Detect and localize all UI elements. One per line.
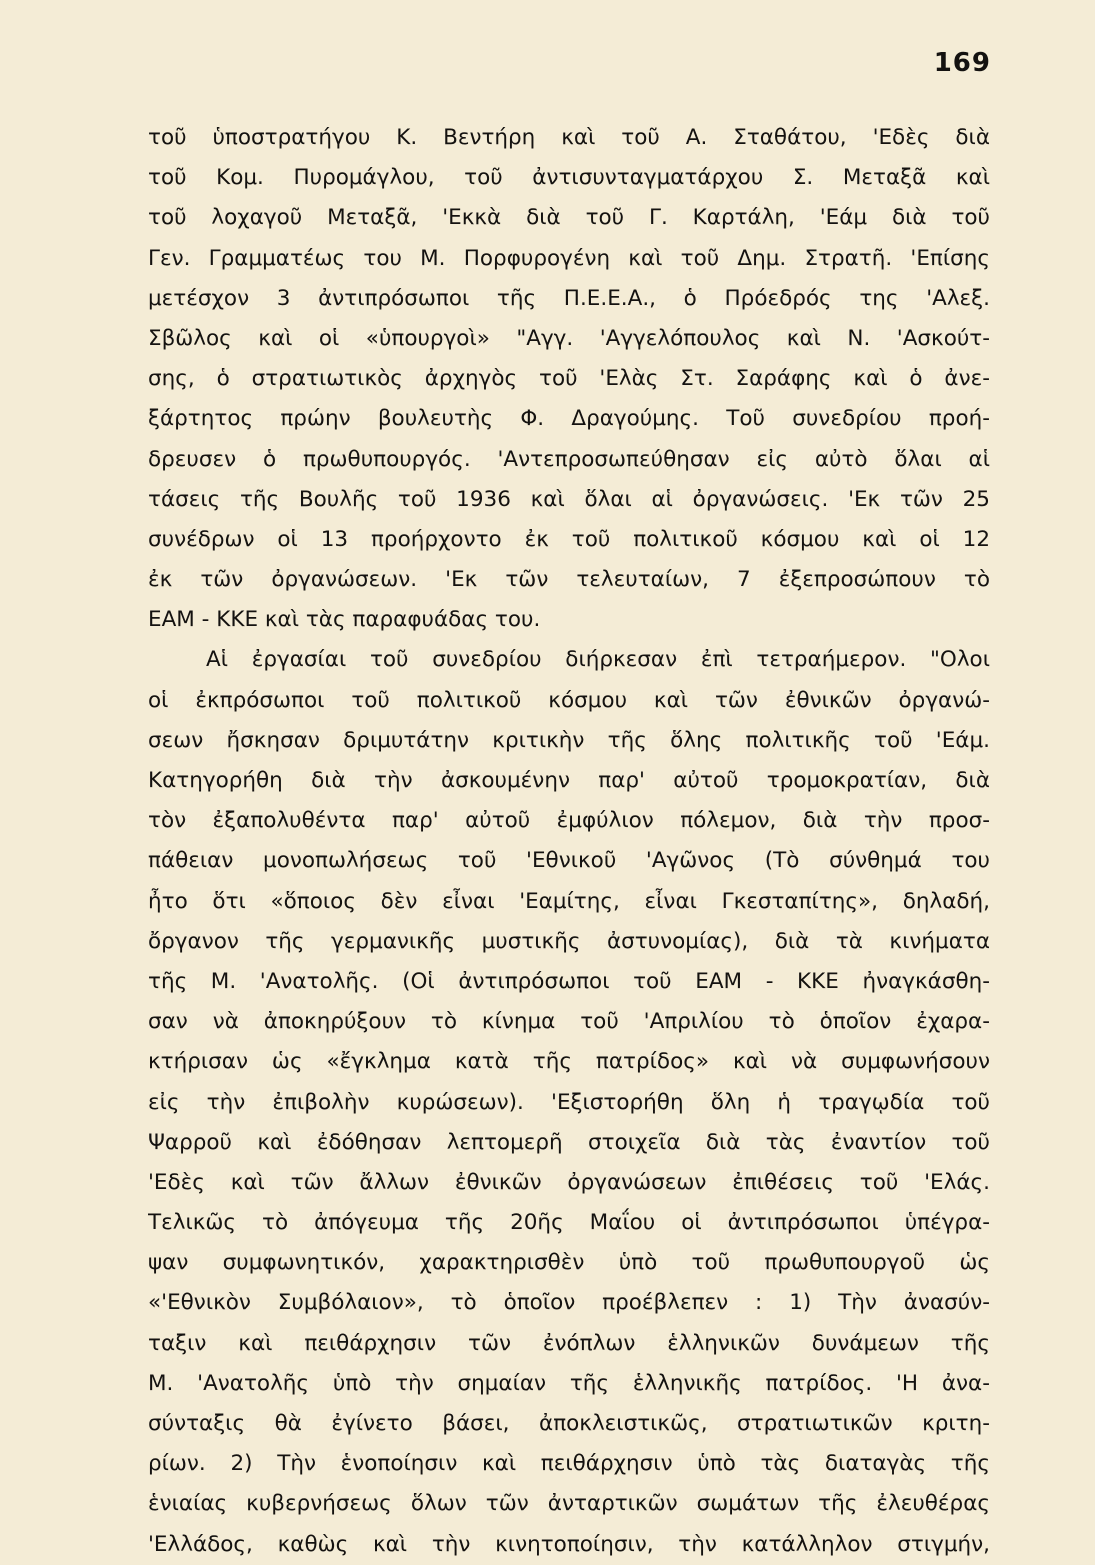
text-line: οἱ ἐκπρόσωποι τοῦ πολιτικοῦ κόσμου καὶ τῶν ἐθνικῶν ὀργανώ- — [148, 687, 990, 713]
text-line: σης, ὁ στρατιωτικὸς ἀρχηγὸς τοῦ 'Ελὰς Στ. Σαράφης καὶ ὁ ἀνε- — [148, 366, 990, 392]
text-line: τῆς Μ. 'Ανατολῆς. (Οἱ ἀντιπρόσωποι τοῦ ΕΑΜ - ΚΚΕ ἠναγκάσθη- — [148, 968, 990, 994]
paragraph-2 — [148, 640, 990, 1564]
body-text — [148, 118, 990, 1565]
text-line: ταξιν καὶ πειθάρχησιν τῶν ἐνόπλων ἑλληνικῶν δυνάμεων τῆς — [148, 1330, 990, 1356]
text-line: ΕΑΜ - ΚΚΕ καὶ τὰς παραφυάδας του. — [148, 607, 541, 633]
text-line: τοῦ λοχαγοῦ Μεταξᾶ, 'Εκκὰ διὰ τοῦ Γ. Καρτάλη, 'Εάμ διὰ τοῦ — [148, 205, 990, 231]
text-line: Σβῶλος καὶ οἱ «ὑπουργοὶ» "Αγγ. 'Αγγελόπουλος καὶ Ν. 'Ασκούτ- — [148, 325, 990, 351]
text-line: ἐκ τῶν ὀργανώσεων. 'Εκ τῶν τελευταίων, 7 ἐξεπροσώπουν τὸ — [148, 567, 990, 593]
text-line: συνέδρων οἱ 13 προήρχοντο ἐκ τοῦ πολιτικοῦ κόσμου καὶ οἱ 12 — [148, 526, 990, 552]
text-line: μετέσχον 3 ἀντιπρόσωποι τῆς Π.Ε.Ε.Α., ὁ Πρόεδρός της 'Αλεξ. — [148, 285, 990, 311]
text-line: ἦτο ὅτι «ὅποιος δὲν εἶναι 'Εαμίτης, εἶναι Γκεσταπίτης», δηλαδή, — [148, 888, 990, 914]
paragraph-1 — [148, 118, 990, 640]
text-line: «'Εθνικὸν Συμβόλαιον», τὸ ὁποῖον προέβλεπεν : 1) Τὴν ἀνασύν- — [148, 1290, 990, 1316]
text-line: σεων ἤσκησαν δριμυτάτην κριτικὴν τῆς ὅλης πολιτικῆς τοῦ 'Εάμ. — [148, 727, 990, 753]
text-line: ψαν συμφωνητικόν, χαρακτηρισθὲν ὑπὸ τοῦ πρωθυπουργοῦ ὡς — [148, 1250, 990, 1276]
text-line: ξάρτητος πρώην βουλευτὴς Φ. Δραγούμης. Τοῦ συνεδρίου προή- — [148, 406, 990, 432]
text-line: 'Ελλάδος, καθὼς καὶ τὴν κινητοποίησιν, τὴν κατάλληλον στιγμήν, — [148, 1531, 990, 1557]
text-line: πάθειαν μονοπωλήσεως τοῦ 'Εθνικοῦ 'Αγῶνος (Τὸ σύνθημά του — [148, 848, 990, 874]
text-line: Ψαρροῦ καὶ ἐδόθησαν λεπτομερῆ στοιχεῖα διὰ τὰς ἐναντίον τοῦ — [148, 1129, 990, 1155]
text-line: ρίων. 2) Τὴν ἑνοποίησιν καὶ πειθάρχησιν ὑπὸ τὰς διαταγὰς τῆς — [148, 1451, 990, 1477]
text-line: τοῦ Κομ. Πυρομάγλου, τοῦ ἀντισυνταγματάρχου Σ. Μεταξᾶ καὶ — [148, 165, 990, 191]
text-line: Κατηγορήθη διὰ τὴν ἀσκουμένην παρ' αὐτοῦ τρομοκρατίαν, διὰ — [148, 768, 990, 793]
text-line: σύνταξις θὰ ἐγίνετο βάσει, ἀποκλειστικῶς, στρατιωτικῶν κριτη- — [148, 1411, 990, 1436]
text-line: Τελικῶς τὸ ἀπόγευμα τῆς 20ῆς Μαΐου οἱ ἀντιπρόσωποι ὑπέγρα- — [148, 1210, 990, 1236]
text-line: ὄργανον τῆς γερμανικῆς μυστικῆς ἀστυνομίας), διὰ τὰ κινήματα — [148, 928, 990, 954]
text-line: τάσεις τῆς Βουλῆς τοῦ 1936 καὶ ὅλαι αἱ ὀργανώσεις. 'Εκ τῶν 25 — [148, 486, 990, 512]
page-number: 169 — [933, 48, 991, 78]
text-line: ἑνιαίας κυβερνήσεως ὅλων τῶν ἀνταρτικῶν σωμάτων τῆς ἐλευθέρας — [148, 1491, 990, 1517]
text-line: τὸν ἐξαπολυθέντα παρ' αὐτοῦ ἐμφύλιον πόλεμον, διὰ τὴν προσ- — [148, 808, 990, 834]
text-line: κτήρισαν ὡς «ἔγκλημα κατὰ τῆς πατρίδος» καὶ νὰ συμφωνήσουν — [148, 1049, 990, 1075]
text-line: εἰς τὴν ἐπιβολὴν κυρώσεων). 'Εξιστορήθη ὅλη ἡ τραγῳδία τοῦ — [148, 1089, 990, 1115]
text-line: Μ. 'Ανατολῆς ὑπὸ τὴν σημαίαν τῆς ἑλληνικῆς πατρίδος. 'Η ἀνα- — [148, 1370, 990, 1396]
text-line: Αἱ ἐργασίαι τοῦ συνεδρίου διήρκεσαν ἐπὶ τετραήμερον. "Ολοι — [206, 647, 990, 673]
text-line: σαν νὰ ἀποκηρύξουν τὸ κίνημα τοῦ 'Απριλίου τὸ ὁποῖον ἐχαρα- — [148, 1009, 990, 1035]
text-line: δρευσεν ὁ πρωθυπουργός. 'Αντεπροσωπεύθησαν εἰς αὐτὸ ὅλαι αἱ — [148, 446, 990, 472]
text-line: τοῦ ὑποστρατήγου Κ. Βεντήρη καὶ τοῦ Α. Σταθάτου, 'Εδὲς διὰ — [148, 125, 990, 150]
text-line: Γεν. Γραμματέως του Μ. Πορφυρογένη καὶ τοῦ Δημ. Στρατῆ. 'Επίσης — [148, 245, 990, 271]
text-line: 'Εδὲς καὶ τῶν ἄλλων ἐθνικῶν ὀργανώσεων ἐπιθέσεις τοῦ 'Ελάς. — [148, 1169, 990, 1195]
